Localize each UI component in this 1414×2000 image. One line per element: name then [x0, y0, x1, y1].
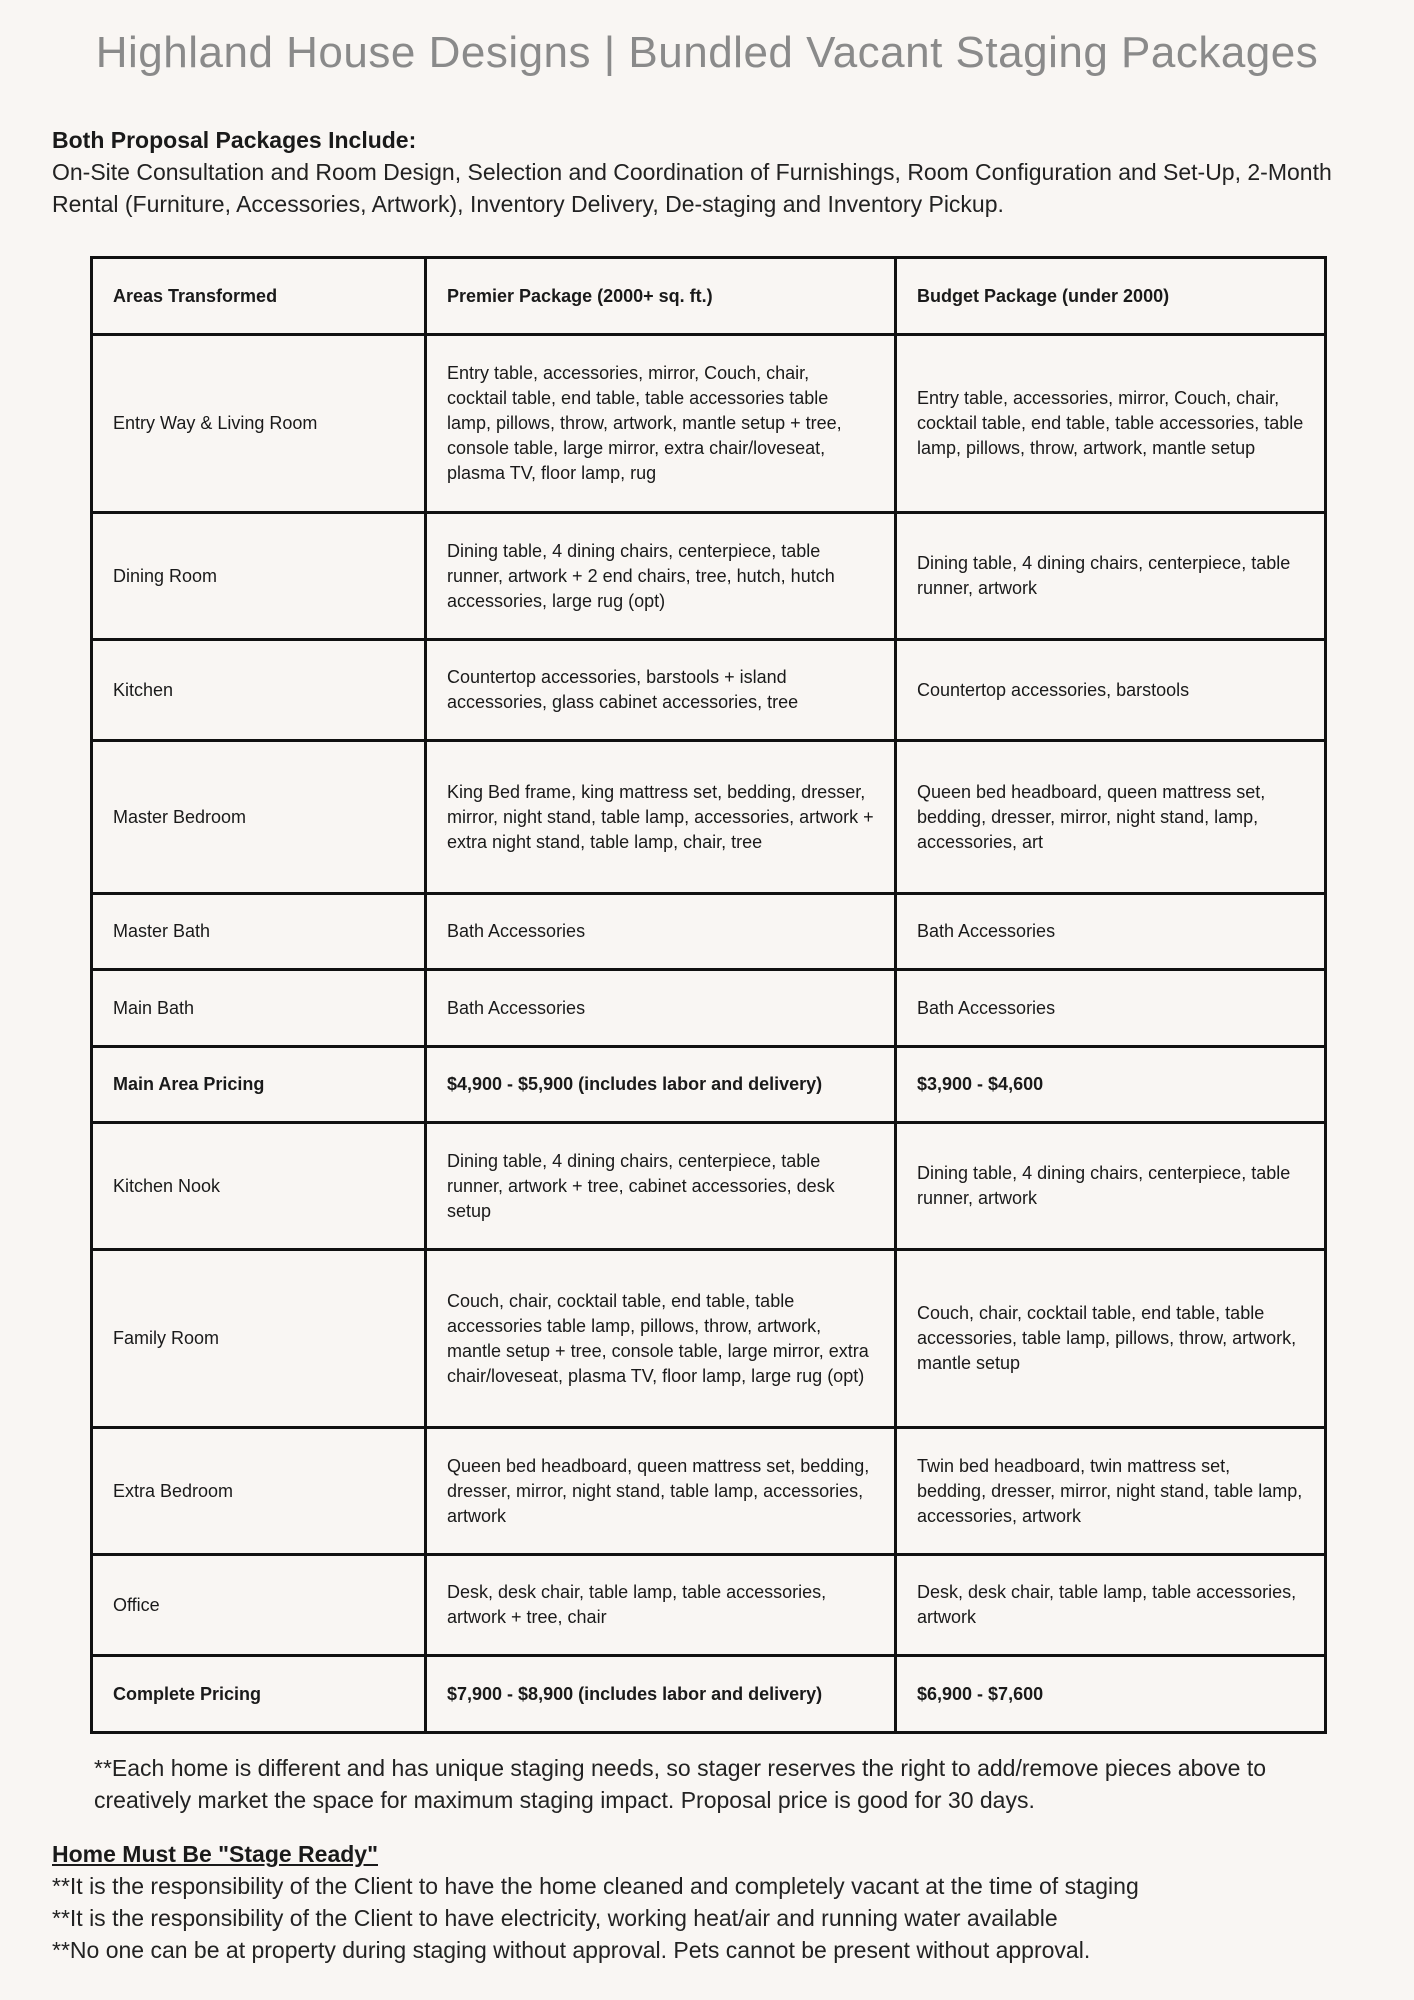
stage-ready-heading: Home Must Be "Stage Ready" [52, 1841, 378, 1867]
row-budget: $3,900 - $4,600 [896, 1047, 1326, 1123]
row-area: Complete Pricing [92, 1656, 426, 1733]
table-header-row [92, 258, 1326, 335]
row-premier: Bath Accessories [426, 894, 896, 970]
row-area: Entry Way & Living Room [92, 335, 426, 513]
pricing-row [92, 1656, 1326, 1733]
row-budget: Queen bed headboard, queen mattress set, bedding, dresser, mirror, night stand, lamp, accessories, art [896, 741, 1326, 894]
row-budget: Bath Accessories [896, 894, 1326, 970]
pricing-row [92, 1047, 1326, 1123]
row-budget: $6,900 - $7,600 [896, 1656, 1326, 1733]
row-premier: Queen bed headboard, queen mattress set, bedding, dresser, mirror, night stand, table lamp, accessories, artwork [426, 1428, 896, 1555]
table-row [92, 970, 1326, 1047]
row-budget: Dining table, 4 dining chairs, centerpiece, table runner, artwork [896, 1123, 1326, 1250]
row-premier: King Bed frame, king mattress set, bedding, dresser, mirror, night stand, table lamp, accessories, artwork + extra night stand, table lamp, chair, tree [426, 741, 896, 894]
row-area: Extra Bedroom [92, 1428, 426, 1555]
header-budget: Budget Package (under 2000) [896, 258, 1326, 335]
table-row [92, 1555, 1326, 1656]
stage-ready-line: **It is the responsibility of the Client to have electricity, working heat/air and running water available [52, 1905, 1058, 1931]
row-budget: Twin bed headboard, twin mattress set, bedding, dresser, mirror, night stand, table lamp, accessories, artwork [896, 1428, 1326, 1555]
stage-ready-line: **No one can be at property during staging without approval. Pets cannot be present without approval. [52, 1937, 1091, 1963]
packages-table [90, 256, 1327, 1734]
stage-ready-section [52, 1838, 1382, 1966]
row-area: Master Bath [92, 894, 426, 970]
table-row [92, 894, 1326, 970]
stage-ready-line: **It is the responsibility of the Client to have the home cleaned and completely vacant at the time of staging [52, 1873, 1139, 1899]
intro-heading: Both Proposal Packages Include: [52, 127, 417, 153]
row-area: Dining Room [92, 513, 426, 640]
row-budget: Couch, chair, cocktail table, end table, table accessories, table lamp, pillows, throw, artwork, mantle setup [896, 1250, 1326, 1428]
row-area: Kitchen [92, 640, 426, 741]
table-row [92, 741, 1326, 894]
intro-body: On-Site Consultation and Room Design, Selection and Coordination of Furnishings, Room Configuration and Set-Up, 2-Month Rental (Furniture, Accessories, Artwork), Inventory Delivery, De-staging and Inventory Pickup. [52, 159, 1332, 217]
table-row [92, 335, 1326, 513]
table-row [92, 1428, 1326, 1555]
row-premier: Bath Accessories [426, 970, 896, 1047]
row-premier: $7,900 - $8,900 (includes labor and delivery) [426, 1656, 896, 1733]
row-premier: Dining table, 4 dining chairs, centerpiece, table runner, artwork + tree, cabinet accessories, desk setup [426, 1123, 896, 1250]
row-premier: $4,900 - $5,900 (includes labor and delivery) [426, 1047, 896, 1123]
row-premier: Entry table, accessories, mirror, Couch, chair, cocktail table, end table, table accessories table lamp, pillows, throw, artwork, mantle setup + tree, console table, large mirror, extra chair/loveseat, plasma TV, floor lamp, rug [426, 335, 896, 513]
table-row [92, 513, 1326, 640]
row-premier: Countertop accessories, barstools + island accessories, glass cabinet accessories, tree [426, 640, 896, 741]
header-areas: Areas Transformed [92, 258, 426, 335]
row-area: Family Room [92, 1250, 426, 1428]
table-row [92, 1250, 1326, 1428]
row-premier: Dining table, 4 dining chairs, centerpiece, table runner, artwork + 2 end chairs, tree, hutch, hutch accessories, large rug (opt) [426, 513, 896, 640]
row-area: Main Bath [92, 970, 426, 1047]
row-budget: Countertop accessories, barstools [896, 640, 1326, 741]
disclaimer-footnote: **Each home is different and has unique staging needs, so stager reserves the right to add/remove pieces above to creatively market the space for maximum staging impact. Proposal price is good for 30 days. [94, 1755, 1267, 1813]
row-budget: Entry table, accessories, mirror, Couch, chair, cocktail table, end table, table accessories, table lamp, pillows, throw, artwork, mantle setup [896, 335, 1326, 513]
table-row [92, 640, 1326, 741]
table-row [92, 1123, 1326, 1250]
intro-section [52, 124, 1372, 220]
page-title: Highland House Designs | Bundled Vacant Staging Packages [95, 28, 1319, 77]
row-area: Kitchen Nook [92, 1123, 426, 1250]
row-area: Office [92, 1555, 426, 1656]
row-budget: Desk, desk chair, table lamp, table accessories, artwork [896, 1555, 1326, 1656]
row-premier: Desk, desk chair, table lamp, table accessories, artwork + tree, chair [426, 1555, 896, 1656]
row-budget: Dining table, 4 dining chairs, centerpiece, table runner, artwork [896, 513, 1326, 640]
header-premier: Premier Package (2000+ sq. ft.) [426, 258, 896, 335]
row-premier: Couch, chair, cocktail table, end table, table accessories table lamp, pillows, throw, artwork, mantle setup + tree, console table, large mirror, extra chair/loveseat, plasma TV, floor lamp, large rug (opt) [426, 1250, 896, 1428]
row-area: Master Bedroom [92, 741, 426, 894]
row-area: Main Area Pricing [92, 1047, 426, 1123]
row-budget: Bath Accessories [896, 970, 1326, 1047]
